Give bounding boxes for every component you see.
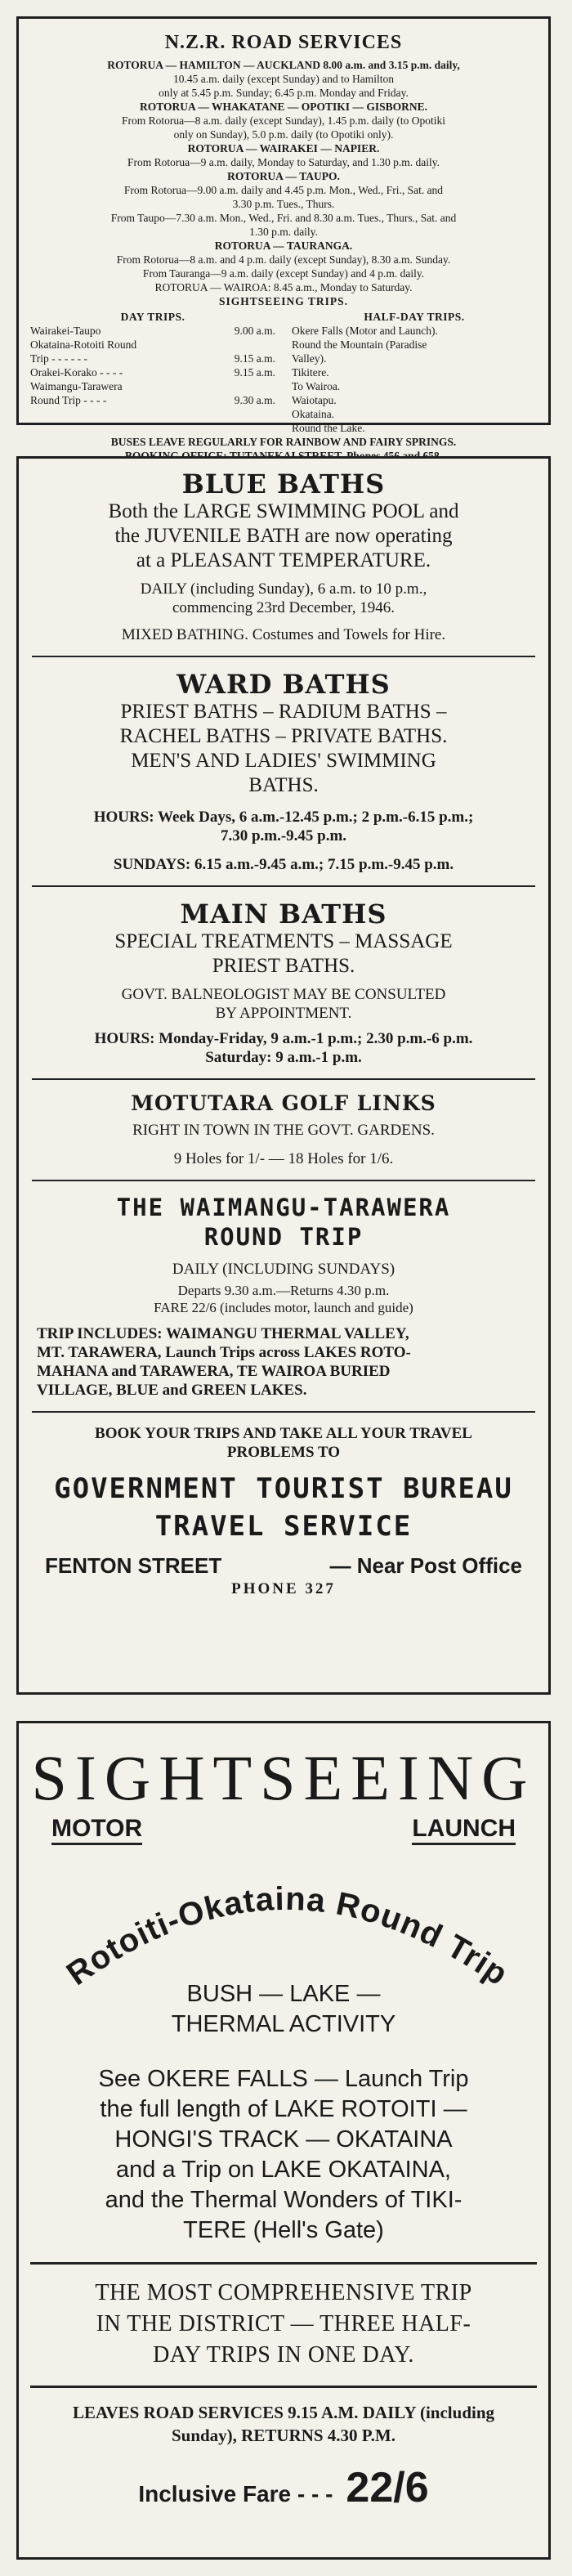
- gtb-2: TRAVEL SERVICE: [154, 1510, 413, 1543]
- half-day-trip: Valley).: [292, 352, 327, 365]
- half-day-trip: Okere Falls (Motor and Launch).: [292, 325, 438, 337]
- round-trip-arc-text: Rotoiti-Okataina Round Trip: [60, 1880, 515, 1993]
- blue-baths-text-3: at a PLEASANT TEMPERATURE.: [136, 549, 431, 571]
- ward-baths-title: WARD BATHS: [177, 669, 391, 700]
- govt-1: GOVT. BALNEOLOGIST MAY BE CONSULTED: [121, 986, 446, 1003]
- main-text-1: SPECIAL TREATMENTS – MASSAGE: [114, 930, 453, 952]
- see-2: the full length of LAKE ROTOITI —: [100, 2096, 467, 2122]
- see-3: HONGI'S TRACK — OKATAINA: [114, 2126, 453, 2153]
- half-day-trip: To Wairoa.: [292, 380, 341, 392]
- divider: [30, 2262, 537, 2265]
- day-trip-row: [30, 338, 275, 352]
- day-trip-time: 9.15 a.m.: [234, 366, 275, 379]
- day-trip-row: [30, 379, 275, 393]
- blue-daily-1: DAILY (including Sunday), 6 a.m. to 10 p.m.,: [140, 580, 427, 598]
- ward-hours-2: 7.30 p.m.-9.45 p.m.: [220, 827, 347, 844]
- nzr-route-line: only at 5.45 p.m. Sunday; 6.45 p.m. Monday and Friday.: [159, 87, 409, 99]
- motor-word: MOTOR: [51, 1815, 142, 1845]
- main-hours-1: HOURS: Monday-Friday, 9 a.m.-1 p.m.; 2.30 p.m.-6 p.m.: [94, 1030, 473, 1047]
- see-4: and a Trip on LAKE OKATAINA,: [116, 2157, 451, 2183]
- ward-text-4: BATHS.: [248, 774, 319, 796]
- most-2: IN THE DISTRICT — THREE HALF-: [96, 2311, 471, 2336]
- fenton-street-row: [32, 1553, 535, 1579]
- main-text-2: PRIEST BATHS.: [212, 955, 355, 977]
- motor-launch-row: [30, 1815, 537, 1845]
- day-trip-row: [30, 393, 275, 407]
- gtb-1: GOVERNMENT TOURIST BUREAU: [54, 1472, 513, 1505]
- day-trip-time: 9.00 a.m.: [234, 325, 275, 337]
- nzr-route-line: ROTORUA — HAMILTON — AUCKLAND 8.00 a.m. and 3.15 p.m. daily,: [107, 59, 460, 71]
- half-day-trips-column: [292, 310, 537, 435]
- thermal-activity: THERMAL ACTIVITY: [171, 2011, 396, 2037]
- leaves-1: LEAVES ROAD SERVICES 9.15 A.M. DAILY (including: [72, 2403, 495, 2422]
- nzr-route-line: From Rotorua—8 a.m. daily (except Sunday), 1.45 p.m. daily (to Opotiki: [122, 114, 445, 127]
- launch-word: LAUNCH: [412, 1815, 516, 1845]
- day-trip-name: Waimangu-Tarawera: [30, 380, 123, 392]
- govt-2: BY APPOINTMENT.: [215, 1005, 352, 1022]
- divider: [32, 656, 535, 657]
- half-day-trip: Round the Lake.: [292, 422, 365, 434]
- main-hours-2: Saturday: 9 a.m.-1 p.m.: [205, 1049, 362, 1066]
- nzr-route-line: 1.30 p.m. daily.: [249, 226, 318, 238]
- blue-baths-text-2: the JUVENILE BATH are now operating: [114, 525, 453, 547]
- waimangu-trip-1: TRIP INCLUDES: WAIMANGU THERMAL VALLEY,: [37, 1325, 409, 1342]
- most-1: THE MOST COMPREHENSIVE TRIP: [95, 2280, 472, 2305]
- divider: [32, 1180, 535, 1181]
- golf-title: MOTUTARA GOLF LINKS: [131, 1091, 436, 1115]
- near-post-office: — Near Post Office: [329, 1553, 522, 1578]
- sightseeing-title: SIGHTSEEING: [31, 1742, 536, 1813]
- svg-text:Rotoiti-Okataina Round Trip: [60, 1881, 515, 1993]
- ward-hours-1: HOURS: Week Days, 6 a.m.-12.45 p.m.; 2 p.m.-6.15 p.m.;: [93, 809, 474, 826]
- nzr-route-line: 10.45 a.m. daily (except Sunday) and to Hamilton: [173, 73, 394, 85]
- divider: [32, 1411, 535, 1413]
- day-trip-name: Wairakei-Taupo: [30, 325, 101, 337]
- day-trip-time: 9.15 a.m.: [234, 352, 275, 365]
- waimangu-daily: DAILY (INCLUDING SUNDAYS): [172, 1261, 395, 1278]
- tourist-bureau-ad: [16, 456, 551, 1695]
- fare-label: Inclusive Fare - - -: [138, 2481, 333, 2507]
- see-5: and the Thermal Wonders of TIKI-: [105, 2187, 463, 2213]
- nzr-route-line: From Rotorua—9.00 a.m. daily and 4.45 p.m. Mon., Wed., Fri., Sat. and: [123, 184, 444, 196]
- ward-sundays: SUNDAYS: 6.15 a.m.-9.45 a.m.; 7.15 p.m.-9.45 p.m.: [113, 856, 454, 873]
- nzr-route-line: From Rotorua—8 a.m. and 4 p.m. daily (except Sunday), 8.30 a.m. Sunday.: [116, 253, 451, 266]
- half-day-trip: Waiotapu.: [292, 394, 337, 406]
- see-6: TERE (Hell's Gate): [183, 2217, 384, 2243]
- most-3: DAY TRIPS IN ONE DAY.: [153, 2342, 414, 2368]
- nzr-title: N.Z.R. ROAD SERVICES: [164, 32, 403, 53]
- ward-text-3: MEN'S AND LADIES' SWIMMING: [131, 750, 436, 772]
- see-1: See OKERE FALLS — Launch Trip: [98, 2066, 469, 2092]
- inclusive-fare-row: [30, 2463, 537, 2512]
- half-day-trips-list: [292, 324, 537, 435]
- nzr-route-line: From Tauranga—9 a.m. daily (except Sunday) and 4 p.m. daily.: [142, 267, 425, 280]
- day-trip-name: Round Trip - - - -: [30, 394, 107, 406]
- day-trip-time: 9.30 a.m.: [234, 394, 275, 406]
- half-day-trip: Okataina.: [292, 408, 335, 420]
- divider: [32, 885, 535, 887]
- leaves-2: Sunday), RETURNS 4.30 P.M.: [171, 2426, 396, 2445]
- nzr-route-line: ROTORUA — WHAKATANE — OPOTIKI — GISBORNE.: [140, 101, 427, 113]
- waimangu-title-1: THE WAIMANGU-TARAWERA: [116, 1194, 451, 1221]
- book-1: BOOK YOUR TRIPS AND TAKE ALL YOUR TRAVEL: [95, 1425, 472, 1442]
- golf-holes: 9 Holes for 1/- — 18 Holes for 1/6.: [173, 1150, 394, 1167]
- day-trip-name: Okataina-Rotoiti Round: [30, 338, 137, 351]
- day-trip-name: Orakei-Korako - - - -: [30, 366, 123, 379]
- nzr-route-line: ROTORUA — WAIRAKEI — NAPIER.: [187, 142, 380, 155]
- nzr-route-list: [30, 58, 537, 294]
- fenton-street: FENTON STREET: [45, 1553, 222, 1578]
- ward-text-2: RACHEL BATHS – PRIVATE BATHS.: [119, 725, 448, 747]
- nzr-route-line: From Taupo—7.30 a.m. Mon., Wed., Fri. and 8.30 a.m. Tues., Thurs., Sat. and: [110, 212, 457, 224]
- waimangu-trip-2: MT. TARAWERA, Launch Trips across LAKES ROTO-: [37, 1344, 411, 1361]
- half-day-trip: Tikitere.: [292, 366, 329, 379]
- sightseeing-trips-heading: SIGHTSEEING TRIPS.: [218, 295, 349, 307]
- nzr-road-services-ad: [16, 16, 551, 448]
- day-trip-name: Trip - - - - - -: [30, 352, 87, 365]
- waimangu-title-2: ROUND TRIP: [203, 1223, 364, 1251]
- day-trips-list: [30, 324, 275, 407]
- blue-baths-text-1: Both the LARGE SWIMMING POOL and: [108, 500, 459, 522]
- divider: [32, 1078, 535, 1080]
- buses-notice: BUSES LEAVE REGULARLY FOR RAINBOW AND FAIRY SPRINGS.: [110, 436, 457, 448]
- ward-text-1: PRIEST BATHS – RADIUM BATHS –: [120, 701, 447, 723]
- half-day-trips-heading: HALF-DAY TRIPS.: [364, 311, 465, 323]
- phone: PHONE 327: [231, 1580, 336, 1597]
- nzr-route-line: ROTORUA — TAUPO.: [227, 170, 340, 182]
- waimangu-trip-4: VILLAGE, BLUE and GREEN LAKES.: [37, 1382, 307, 1399]
- day-trip-row: [30, 352, 275, 365]
- half-day-trip: Round the Mountain (Paradise: [292, 338, 427, 351]
- waimangu-trip-3: MAHANA and TARAWERA, TE WAIROA BURIED: [37, 1363, 391, 1380]
- nzr-route-line: ROTORUA — WAIROA: 8.45 a.m., Monday to Saturday.: [154, 281, 413, 293]
- day-trip-row: [30, 324, 275, 338]
- nzr-route-line: 3.30 p.m. Tues., Thurs.: [232, 198, 335, 210]
- waimangu-fare: FARE 22/6 (includes motor, launch and guide): [154, 1300, 413, 1315]
- nzr-route-line: From Rotorua—9 a.m. daily, Monday to Saturday, and 1.30 p.m. daily.: [127, 156, 440, 168]
- mixed-bathing: MIXED BATHING. Costumes and Towels for Hire.: [121, 626, 446, 643]
- waimangu-departs: Departs 9.30 a.m.—Returns 4.30 p.m.: [177, 1283, 390, 1298]
- sightseeing-launch-ad: [16, 1721, 551, 2560]
- day-trip-row: [30, 365, 275, 379]
- nzr-route-line: only on Sunday), 5.0 p.m. daily (to Opotiki only).: [173, 128, 394, 141]
- divider: [30, 2386, 537, 2388]
- main-baths-title: MAIN BATHS: [180, 898, 387, 930]
- day-trips-column: [30, 310, 275, 435]
- day-trips-heading: DAY TRIPS.: [120, 311, 185, 323]
- blue-daily-2: commencing 23rd December, 1946.: [172, 599, 395, 616]
- golf-sub: RIGHT IN TOWN IN THE GOVT. GARDENS.: [132, 1122, 435, 1139]
- bush-lake: BUSH — LAKE —: [186, 1981, 381, 2007]
- trip-columns: [30, 310, 537, 435]
- blue-baths-title: BLUE BATHS: [181, 468, 386, 500]
- book-2: PROBLEMS TO: [226, 1444, 341, 1461]
- fare-value: 22/6: [346, 2464, 429, 2511]
- nzr-route-line: ROTORUA — TAURANGA.: [214, 240, 353, 252]
